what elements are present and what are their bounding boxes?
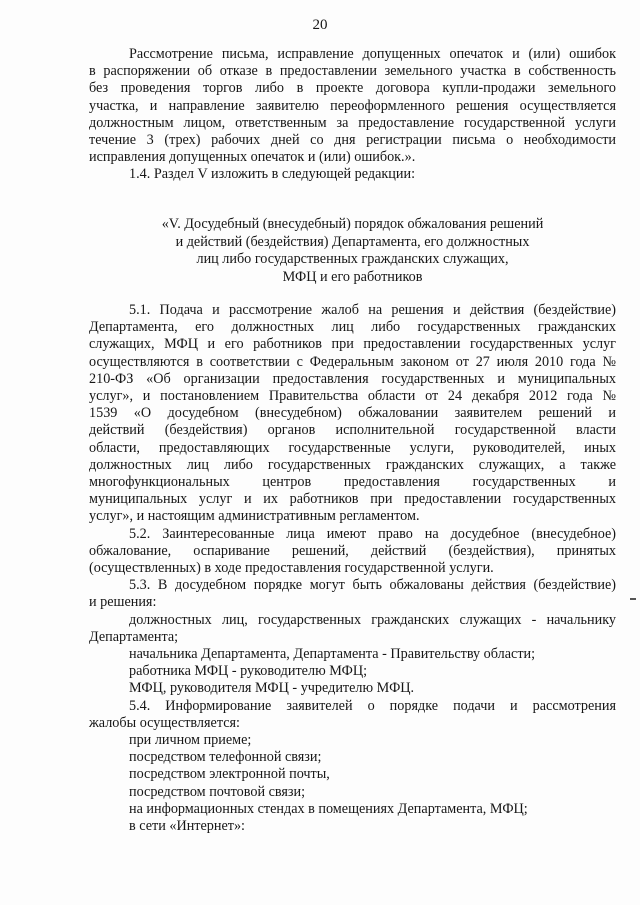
intro-paragraph [89,46,616,184]
text-line: услуг», и настоящим административным регламентом. [89,508,420,525]
text-line: услуг», и постановлением Правительства области от 24 декабря 2012 года № [89,388,616,405]
list-item: посредством почтовой связи; [129,783,306,800]
paragraph-5-1 [89,302,616,526]
list-item: на информационных стендах в помещениях Департамента, МФЦ; [129,800,528,817]
text-line: 5.3. В досудебном порядке могут быть обжалованы действия (бездействие) [129,577,616,594]
page-number: 20 [312,17,328,33]
list-item: при личном приеме; [129,732,252,749]
paragraph-5-4 [89,698,616,836]
text-line: области, предоставляющих государственные услуги, руководителей, иных [89,439,616,456]
text-line: жалобы осуществляется: [89,714,240,731]
text-line: 5.2. Заинтересованные лица имеют право на досудебное (внесудебное) [129,525,616,542]
text-line: течение 3 (трех) рабочих дней со дня регистрации письма о необходимости [89,132,616,149]
text-line: в распоряжении об отказе в предоставлении земельного участка в собственность [89,63,616,80]
heading-line: лиц либо государственных гражданских служащих, [196,251,509,268]
text-line: осуществляются в соответствии с Федеральным законом от 27 июля 2010 года № [89,353,616,370]
section-heading [89,216,616,286]
list-item: в сети «Интернет»: [129,818,246,835]
text-line: участка, и направление заявителю переоформленного решения осуществляется [89,97,616,114]
list-item: посредством телефонной связи; [129,749,322,766]
text-line: 5.4. Информирование заявителей о порядке подачи и рассмотрения [129,697,616,714]
text-line: 1539 «О досудебном (внесудебном) обжаловании заявителем решений и [89,405,616,422]
text-line: и решения: [89,594,157,611]
list-item-continuation: Департамента; [89,628,179,645]
text-line: 210-ФЗ «Об организации предоставления государственных и муниципальных [89,370,616,387]
list-item: посредством электронной почты, [129,766,330,783]
text-line: должностных лиц либо государственных гражданских служащих, а также [89,456,616,473]
amendment-instruction: 1.4. Раздел V изложить в следующей редакции: [129,166,416,183]
list-item: начальника Департамента, Департамента - Правительству области; [129,646,536,663]
text-line: (осуществленных) в ходе предоставления государственной услуги. [89,560,494,577]
section-body [89,302,616,835]
text-line: должностным лицом, ответственным за предоставление государственной услуги [89,114,616,131]
heading-line: МФЦ и его работников [282,268,423,285]
text-line: многофункциональных центров предоставления государственных и [89,474,616,491]
heading-line: и действий (бездействия) Департамента, его должностных [175,233,530,250]
scan-edge-mark [630,598,636,600]
text-line: служащих, МФЦ и его работников при предоставлении государственных услуг [89,336,616,353]
list-item: МФЦ, руководителя МФЦ - учредителю МФЦ. [129,680,415,697]
paragraph-5-3 [89,577,616,697]
text-line: обжалование, оспаривание решений, действий (бездействия), принятых [89,542,616,559]
list-item: должностных лиц, государственных гражданских служащих - начальнику [129,611,616,628]
paragraph-5-2 [89,526,616,578]
text-line: действий (бездействия) органов исполнительной государственной власти [89,422,616,439]
list-item: работника МФЦ - руководителю МФЦ; [129,663,368,680]
text-line: исправления допущенных опечаток и (или) ошибок.». [89,149,416,166]
text-line: Департамента, его должностных лиц либо государственных гражданских [89,319,616,336]
text-line: без проведения торгов либо в проекте договора купли-продажи земельного [89,80,616,97]
text-line: муниципальных услуг и их работников при предоставлении государственных [89,491,616,508]
heading-line: «V. Досудебный (внесудебный) порядок обжалования решений [161,216,544,232]
text-line: 5.1. Подача и рассмотрение жалоб на решения и действия (бездействие) [129,302,616,318]
text-line: Рассмотрение письма, исправление допущенных опечаток и (или) ошибок [129,46,616,62]
